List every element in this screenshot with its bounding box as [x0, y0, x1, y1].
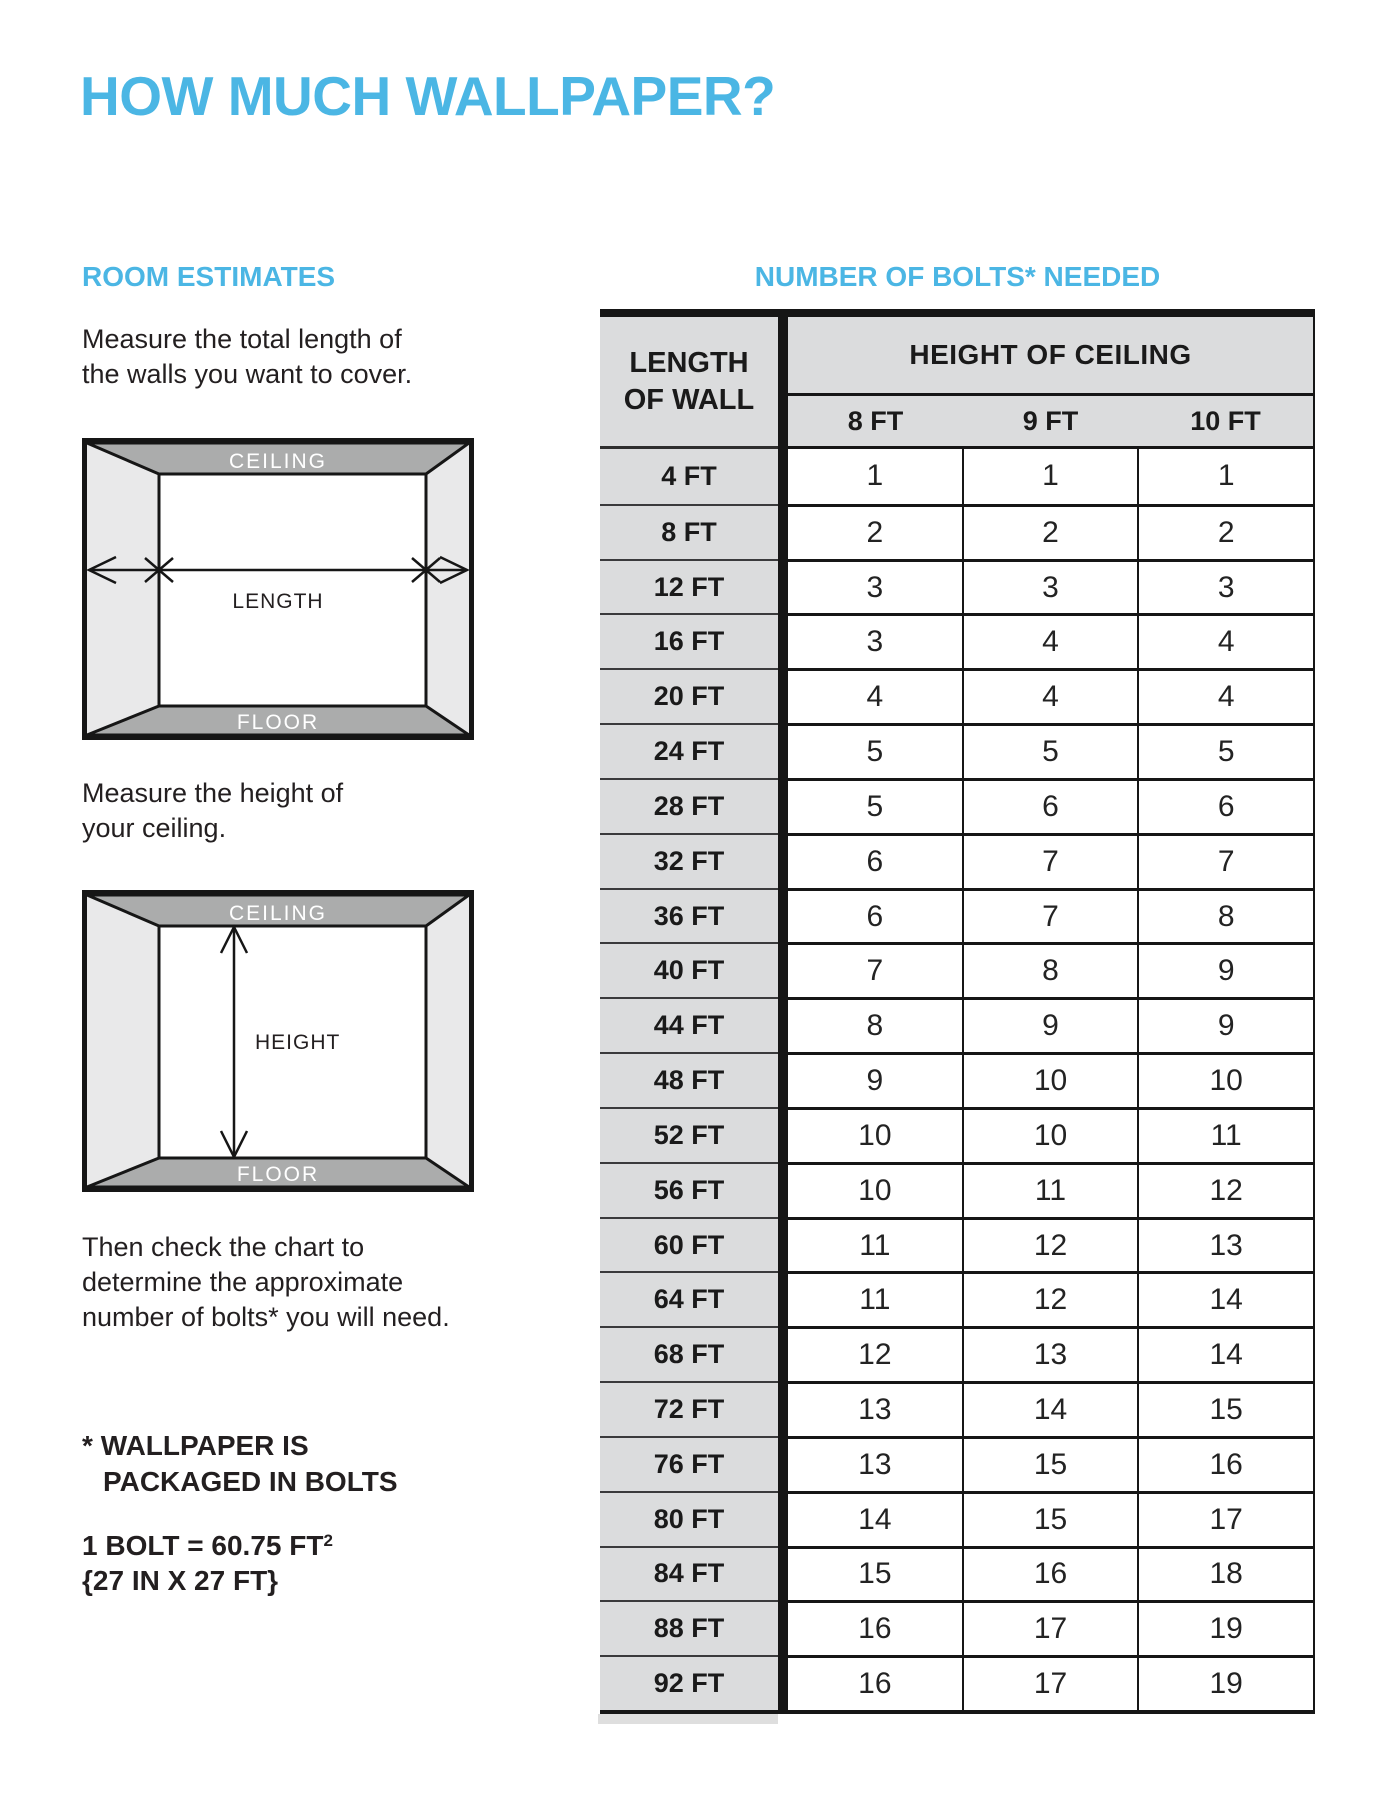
row-value: 5 [1137, 723, 1315, 778]
col-header-8ft: 8 FT [847, 405, 904, 436]
table-row [600, 1381, 1315, 1436]
table-divider [778, 504, 788, 559]
row-value: 6 [1137, 778, 1315, 833]
column-header-block [788, 317, 1315, 449]
row-value: 7 [788, 942, 962, 997]
instruction-line: Measure the total length of [82, 324, 402, 354]
row-value: 14 [962, 1381, 1138, 1436]
floor-label: FLOOR [236, 711, 320, 734]
row-value: 17 [962, 1600, 1138, 1655]
col-header-9ft: 9 FT [1022, 405, 1079, 436]
height-label: HEIGHT [255, 1031, 341, 1054]
row-value: 8 [1137, 888, 1315, 943]
row-label: 56 FT [600, 1162, 778, 1217]
ceiling-label: CEILING [228, 902, 328, 925]
row-header-cell: LENGTH OF WALL [600, 317, 778, 449]
row-value: 7 [1137, 833, 1315, 888]
row-value: 7 [962, 888, 1138, 943]
row-value: 10 [962, 1107, 1138, 1162]
row-value: 1 [962, 449, 1138, 504]
row-label: 88 FT [600, 1600, 778, 1655]
row-value: 1 [1137, 449, 1315, 504]
row-label: 16 FT [600, 613, 778, 668]
row-value: 12 [1137, 1162, 1315, 1217]
row-value: 12 [962, 1217, 1138, 1272]
row-label: 84 FT [600, 1546, 778, 1601]
length-label: LENGTH [232, 590, 324, 613]
table-divider [778, 317, 788, 449]
table-divider [778, 1162, 788, 1217]
page-title: HOW MUCH WALLPAPER? [80, 65, 776, 127]
row-value: 13 [1137, 1217, 1315, 1272]
table-row [600, 833, 1315, 888]
table-header [600, 317, 1315, 449]
row-value: 16 [1137, 1436, 1315, 1491]
row-label: 76 FT [600, 1436, 778, 1491]
row-label: 72 FT [600, 1381, 778, 1436]
room-diagram-height [82, 890, 474, 1192]
row-value: 10 [1137, 1052, 1315, 1107]
row-value: 10 [788, 1107, 962, 1162]
table-row [600, 1436, 1315, 1491]
bolts-table-heading: NUMBER OF BOLTS* NEEDED [754, 261, 1161, 292]
instruction-line: the walls you want to cover. [82, 359, 413, 389]
table-divider [778, 1052, 788, 1107]
row-value: 14 [1137, 1271, 1315, 1326]
row-label: 20 FT [600, 668, 778, 723]
row-value: 6 [788, 888, 962, 943]
table-divider [778, 1546, 788, 1601]
room-estimates-heading: ROOM ESTIMATES [82, 261, 336, 292]
row-label: 36 FT [600, 888, 778, 943]
row-value: 8 [788, 997, 962, 1052]
col-header-10ft: 10 FT [1190, 405, 1261, 436]
table-row [600, 1107, 1315, 1162]
table-row [600, 778, 1315, 833]
table-row [600, 449, 1315, 504]
row-value: 12 [962, 1271, 1138, 1326]
row-value: 11 [788, 1271, 962, 1326]
row-value: 10 [962, 1052, 1138, 1107]
table-divider [778, 1655, 788, 1710]
table-divider [778, 723, 788, 778]
table-divider [778, 1107, 788, 1162]
row-label: 4 FT [600, 449, 778, 504]
row-value: 19 [1137, 1600, 1315, 1655]
ceiling-height-headers [788, 396, 1313, 449]
row-label: 80 FT [600, 1491, 778, 1546]
table-divider [778, 833, 788, 888]
row-value: 15 [962, 1491, 1138, 1546]
row-value: 17 [1137, 1491, 1315, 1546]
row-value: 9 [1137, 997, 1315, 1052]
row-value: 13 [962, 1326, 1138, 1381]
row-value: 5 [788, 723, 962, 778]
instruction-measure-height [82, 776, 343, 846]
instruction-measure-length [82, 322, 412, 392]
row-value: 11 [1137, 1107, 1315, 1162]
row-value: 6 [962, 778, 1138, 833]
instruction-line: Measure the height of [82, 778, 344, 808]
row-value: 4 [962, 613, 1138, 668]
row-value: 11 [788, 1217, 962, 1272]
row-value: 18 [1137, 1546, 1315, 1601]
footnote-marker: * [82, 1430, 93, 1461]
table-divider [778, 888, 788, 943]
row-value: 16 [962, 1546, 1138, 1601]
row-value: 4 [788, 668, 962, 723]
row-value: 1 [788, 449, 962, 504]
row-value: 5 [962, 723, 1138, 778]
bolt-equation: 1 BOLT = 60.75 $FT^2$ [82, 1530, 333, 1561]
row-value: 6 [788, 833, 962, 888]
row-value: 2 [962, 504, 1138, 559]
row-value: 13 [788, 1381, 962, 1436]
row-value: 2 [788, 504, 962, 559]
table-divider [778, 1217, 788, 1272]
row-value: 15 [962, 1436, 1138, 1491]
room-perspective-drawing [82, 438, 474, 740]
instruction-line: determine the approximate [82, 1267, 404, 1297]
row-value: 13 [788, 1436, 962, 1491]
row-value: 5 [788, 778, 962, 833]
table-divider [778, 1271, 788, 1326]
squared-superscript: 2 [323, 1531, 333, 1550]
row-value: 15 [1137, 1381, 1315, 1436]
row-value: 7 [962, 833, 1138, 888]
row-value: 9 [1137, 942, 1315, 997]
table-shadow-artifact [598, 1714, 778, 1724]
table-row [600, 1491, 1315, 1546]
table-row [600, 1162, 1315, 1217]
row-label: 24 FT [600, 723, 778, 778]
table-row [600, 613, 1315, 668]
row-label: 64 FT [600, 1271, 778, 1326]
table-divider [778, 668, 788, 723]
table-row [600, 997, 1315, 1052]
row-label: 8 FT [600, 504, 778, 559]
room-perspective-drawing [82, 890, 474, 1192]
table-row [600, 1600, 1315, 1655]
table-row [600, 942, 1315, 997]
row-value: 15 [788, 1546, 962, 1601]
row-value: 11 [962, 1162, 1138, 1217]
row-value: 17 [962, 1655, 1138, 1710]
row-label: 92 FT [600, 1655, 778, 1710]
table-row [600, 723, 1315, 778]
table-divider [778, 1491, 788, 1546]
row-value: 14 [1137, 1326, 1315, 1381]
table-divider [778, 613, 788, 668]
instruction-check-chart [82, 1230, 450, 1335]
row-value: 16 [788, 1655, 962, 1710]
ceiling-label: CEILING [228, 450, 328, 473]
row-value: 9 [962, 997, 1138, 1052]
table-divider [778, 1326, 788, 1381]
table-rows [600, 449, 1315, 1710]
row-value: 4 [1137, 668, 1315, 723]
table-divider [778, 1600, 788, 1655]
instruction-line: Then check the chart to [82, 1232, 365, 1262]
group-header-cell: HEIGHT OF CEILING [788, 317, 1313, 396]
row-value: 3 [1137, 559, 1315, 614]
table-divider [778, 559, 788, 614]
table-row [600, 1271, 1315, 1326]
table-row [600, 1655, 1315, 1710]
row-label: 12 FT [600, 559, 778, 614]
row-value: 3 [788, 559, 962, 614]
row-value: 3 [962, 559, 1138, 614]
floor-label: FLOOR [236, 1163, 320, 1186]
row-value: 10 [788, 1162, 962, 1217]
footnote-line: * WALLPAPER IS [82, 1430, 309, 1461]
table-divider [778, 942, 788, 997]
table-row [600, 1326, 1315, 1381]
table-divider [778, 997, 788, 1052]
row-label: 32 FT [600, 833, 778, 888]
table-row [600, 1546, 1315, 1601]
row-value: 9 [788, 1052, 962, 1107]
table-row [600, 559, 1315, 614]
table-divider [778, 1436, 788, 1491]
bolts-footnote [82, 1428, 398, 1500]
row-label: 28 FT [600, 778, 778, 833]
instruction-line: your ceiling. [82, 813, 227, 843]
row-label: 68 FT [600, 1326, 778, 1381]
table-row [600, 668, 1315, 723]
row-value: 2 [1137, 504, 1315, 559]
table-row [600, 888, 1315, 943]
row-value: 14 [788, 1491, 962, 1546]
bolts-table [600, 309, 1315, 1724]
row-label: 60 FT [600, 1217, 778, 1272]
row-value: 4 [962, 668, 1138, 723]
row-value: 3 [788, 613, 962, 668]
row-label: 52 FT [600, 1107, 778, 1162]
row-label: 48 FT [600, 1052, 778, 1107]
row-value: 16 [788, 1600, 962, 1655]
bolt-dimensions: {27 IN X 27 FT} [82, 1565, 279, 1596]
row-value: 8 [962, 942, 1138, 997]
bolt-size-info [82, 1523, 333, 1598]
table-top-rule [600, 309, 1315, 317]
table-row [600, 1217, 1315, 1272]
row-label: 44 FT [600, 997, 778, 1052]
footnote-line: PACKAGED IN BOLTS [103, 1466, 398, 1497]
table-row [600, 1052, 1315, 1107]
row-value: 4 [1137, 613, 1315, 668]
room-diagram-length [82, 438, 474, 740]
instruction-line: number of bolts* you will need. [82, 1302, 450, 1332]
table-divider [778, 1381, 788, 1436]
table-divider [778, 449, 788, 504]
row-value: 12 [788, 1326, 962, 1381]
row-label: 40 FT [600, 942, 778, 997]
table-row [600, 504, 1315, 559]
table-divider [778, 778, 788, 833]
row-value: 19 [1137, 1655, 1315, 1710]
